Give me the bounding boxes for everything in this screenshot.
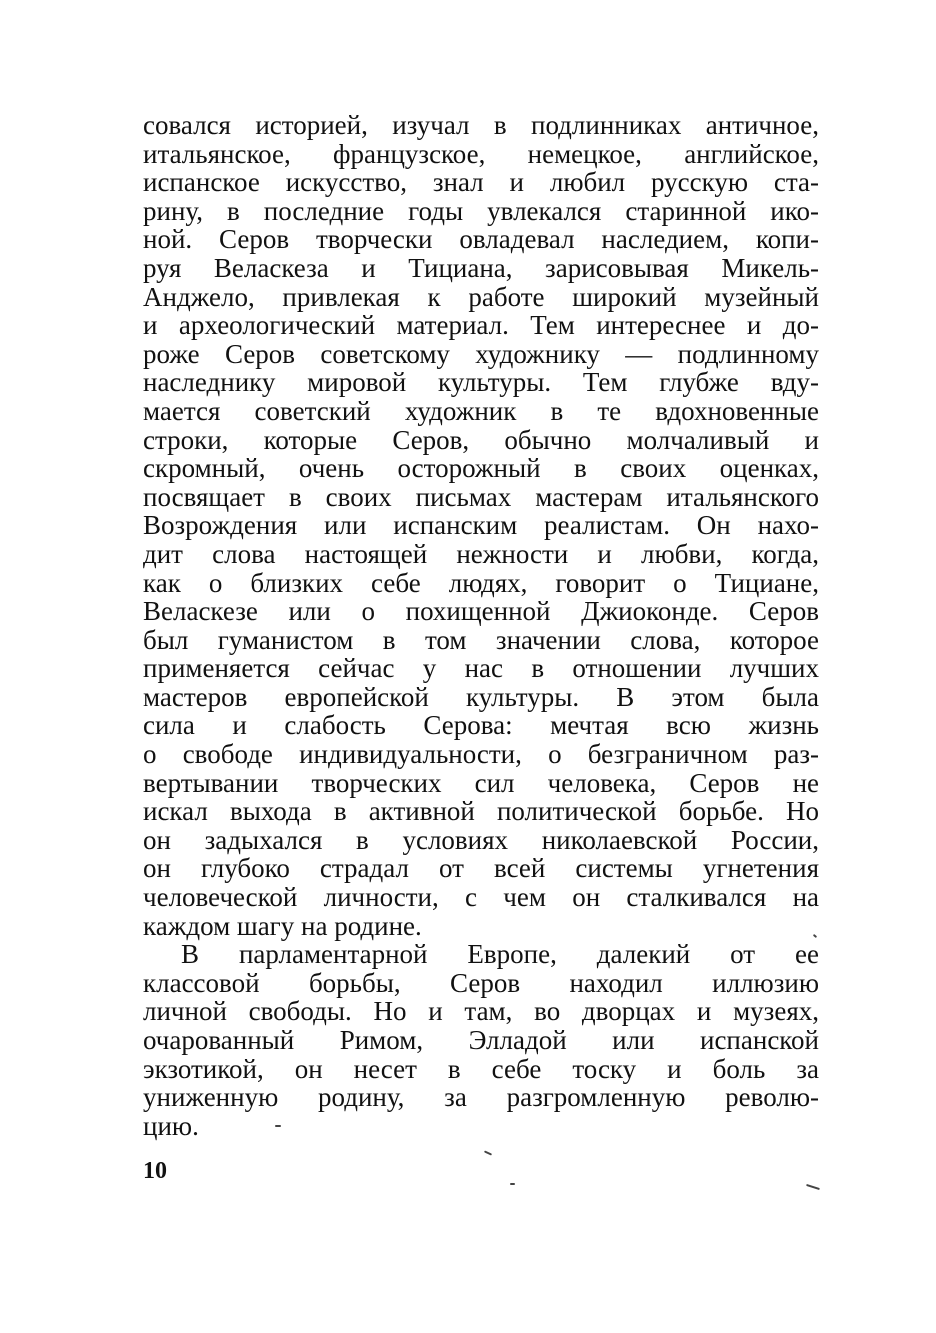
text-line: наследнику мировой культуры. Тем глубже вду- [143,367,819,398]
text-line: руя Веласкеза и Тициана, зарисовывая Микель- [143,252,819,283]
text-line: униженную родину, за разгромленную револю- [143,1082,819,1113]
text-line: искал выхода в активной политической борьбе. Но [143,796,819,827]
body-text [143,111,819,1140]
print-speck [510,1183,515,1185]
text-line: Возрождения или испанским реалистам. Он нахо- [143,510,819,541]
text-line: строки, которые Серов, обычно молчаливый и [143,424,819,455]
text-line: рину, в последние годы увлекался старинной ико- [143,195,819,226]
text-line: был гуманистом в том значении слова, которое [143,624,819,655]
text-line: как о близких себе людях, говорит о Тициане, [143,567,819,598]
text-line: дит слова настоящей нежности и любви, когда, [143,538,819,569]
text-line: цию. [143,1110,199,1141]
paragraph-2 [143,940,819,1140]
text-line: посвящает в своих письмах мастерам итальянского [143,481,819,512]
text-line: сила и слабость Серова: мечтая всю жизнь [143,710,819,741]
text-line: и археологический материал. Тем интереснее и до- [143,310,819,341]
text-line: мастеров европейской культуры. В этом была [143,681,819,712]
text-line: испанское искусство, знал и любил русскую ста- [143,167,819,198]
text-line: очарованный Римом, Элладой или испанской [143,1025,819,1055]
print-speck [484,1150,492,1155]
text-line: личной свободы. Но и там, во дворцах и музеях, [143,996,819,1027]
text-line: он глубоко страдал от всей системы угнетения [143,853,819,884]
text-line: совался историей, изучал в подлинниках античное, [143,110,819,140]
text-line: итальянское, французское, немецкое, английское, [143,138,819,169]
text-line: Веласкезе или о похищенной Джиоконде. Серов [143,596,819,627]
text-line: роже Серов советскому художнику — подлинному [143,338,819,369]
text-line: мается советский художник в те вдохновенные [143,395,819,426]
text-line: о свободе индивидуальности, о безграничном раз- [143,739,819,770]
text-line: классовой борьбы, Серов находил иллюзию [143,967,819,998]
text-line: вертывании творческих сил человека, Серов не [143,767,819,798]
text-line: экзотикой, он несет в себе тоску и боль за [143,1053,819,1084]
text-line: человеческой личности, с чем он сталкивался на [143,882,819,913]
text-line: применяется сейчас у нас в отношении лучших [143,653,819,684]
paragraph-1 [143,111,819,940]
text-line: каждом шагу на родине. [143,910,422,941]
print-speck [806,1184,820,1190]
text-line: В парламентарной Европе, далекий от ее [181,939,819,970]
page-number: 10 [143,1158,167,1184]
text-line: он задыхался в условиях николаевской России, [143,824,819,855]
text-line: скромный, очень осторожный в своих оценках, [143,453,819,484]
text-line: Анджело, привлекая к работе широкий музейный [143,281,819,312]
print-speck [275,1125,281,1127]
text-line: ной. Серов творчески овладевал наследием, копи- [143,224,819,255]
